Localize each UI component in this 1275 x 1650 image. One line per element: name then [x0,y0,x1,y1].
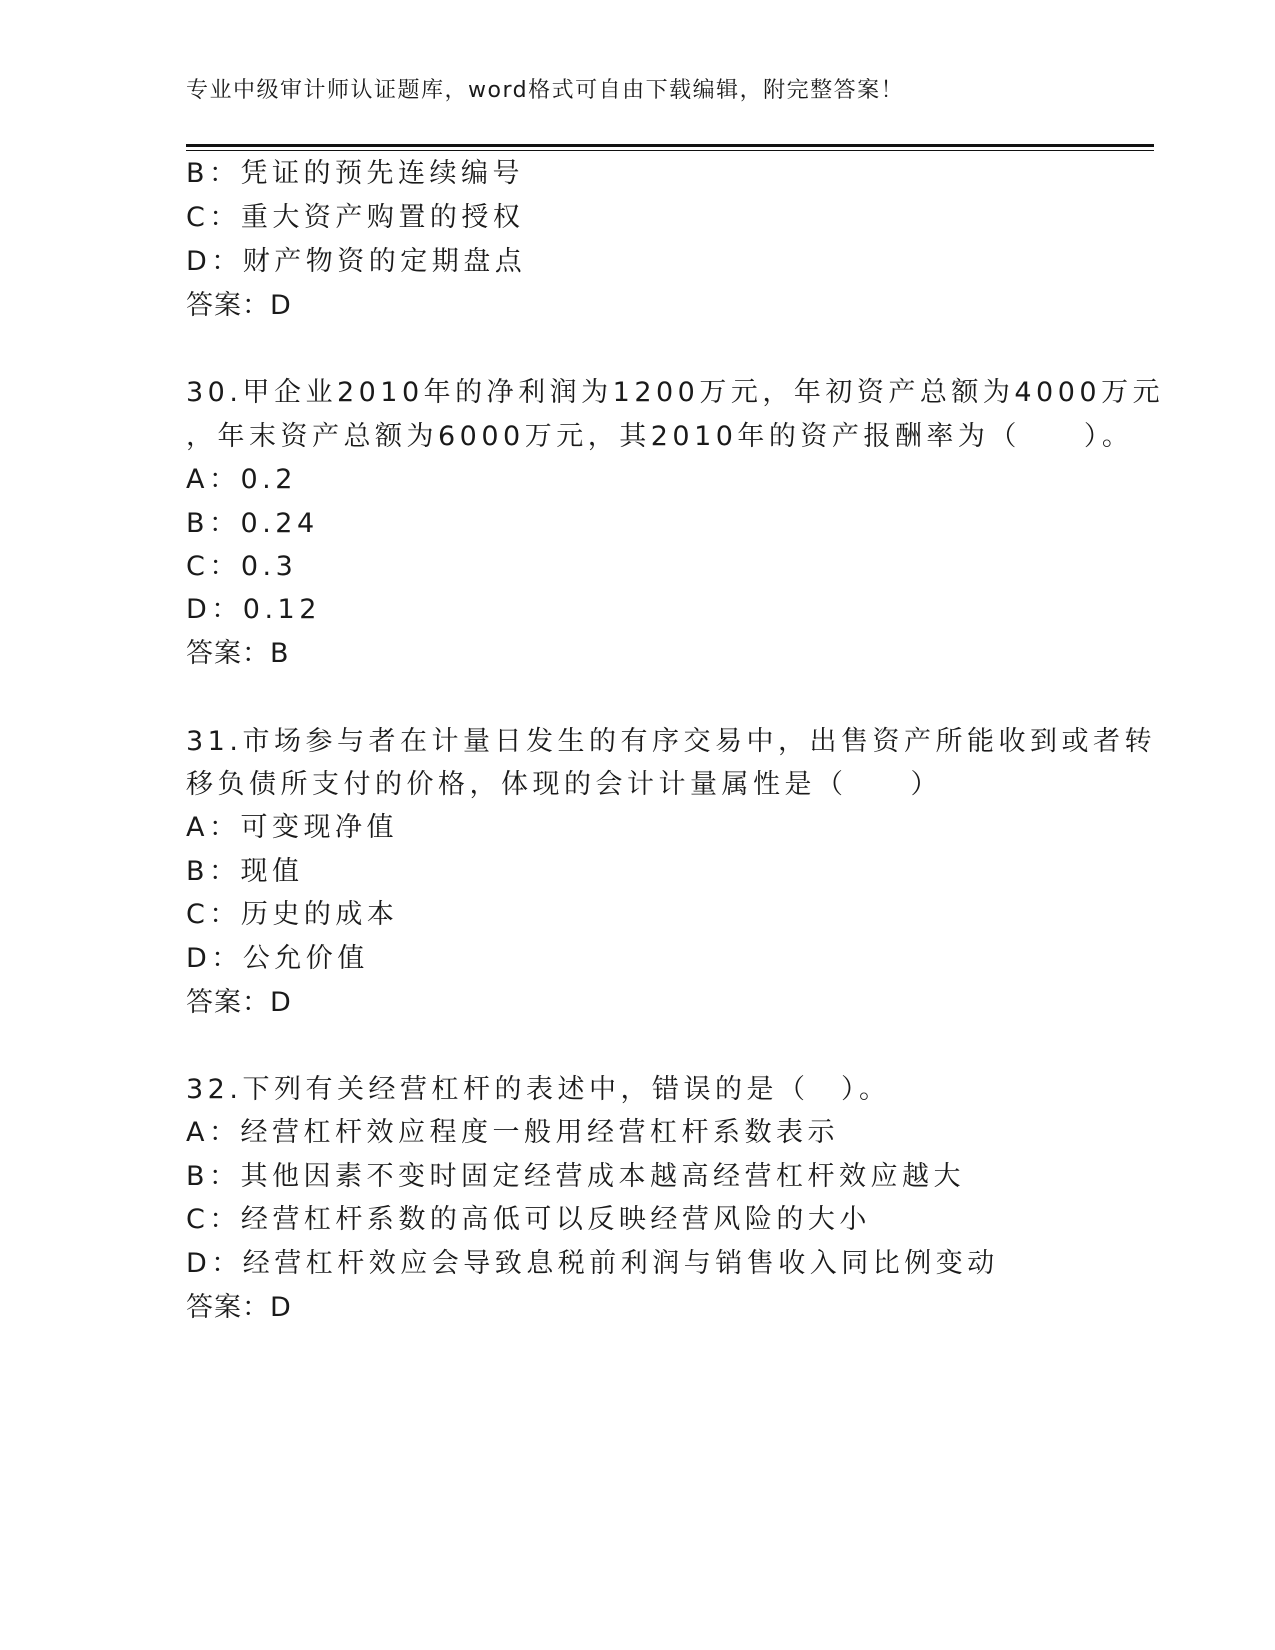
q31-option-d: D：公允价值 [186,943,369,974]
q30-option-c: C：0.3 [186,551,298,582]
q29-option-b: B：凭证的预先连续编号 [186,158,525,189]
q30-stem-line-2: ，年末资产总额为6000万元，其2010年的资产报酬率为（ ）。 [186,421,1134,452]
q29-option-d: D：财产物资的定期盘点 [186,246,527,277]
q32-stem-line-1: 32.下列有关经营杠杆的表述中，错误的是（ ）。 [186,1074,891,1105]
page-header: 专业中级审计师认证题库，word格式可自由下载编辑，附完整答案！ [186,78,905,103]
q32-answer: 答案：D [186,1292,292,1323]
header-rule-thin [186,150,1154,151]
q32-option-a: A：经营杠杆效应程度一般用经营杠杆系数表示 [186,1117,839,1148]
q31-option-b: B：现值 [186,856,304,887]
q31-stem-line-2: 移负债所支付的价格，体现的会计计量属性是（ ） [186,769,942,800]
q32-option-d: D：经营杠杆效应会导致息税前利润与销售收入同比例变动 [186,1248,999,1279]
q29-option-c: C：重大资产购置的授权 [186,202,525,233]
q30-answer: 答案：B [186,638,290,669]
q32-option-c: C：经营杠杆系数的高低可以反映经营风险的大小 [186,1204,871,1235]
q31-option-a: A：可变现净值 [186,812,398,843]
q30-option-d: D：0.12 [186,594,321,625]
q29-answer: 答案：D [186,290,292,321]
q30-option-a: A：0.2 [186,464,297,495]
q31-stem-line-1: 31.市场参与者在计量日发生的有序交易中，出售资产所能收到或者转 [186,726,1156,757]
q30-stem-line-1: 30.甲企业2010年的净利润为1200万元，年初资产总额为4000万元 [186,377,1165,408]
header-rule-thick [186,144,1154,147]
q31-option-c: C：历史的成本 [186,899,399,930]
q30-option-b: B：0.24 [186,508,319,539]
q31-answer: 答案：D [186,987,292,1018]
q32-option-b: B：其他因素不变时固定经营成本越高经营杠杆效应越大 [186,1161,966,1192]
